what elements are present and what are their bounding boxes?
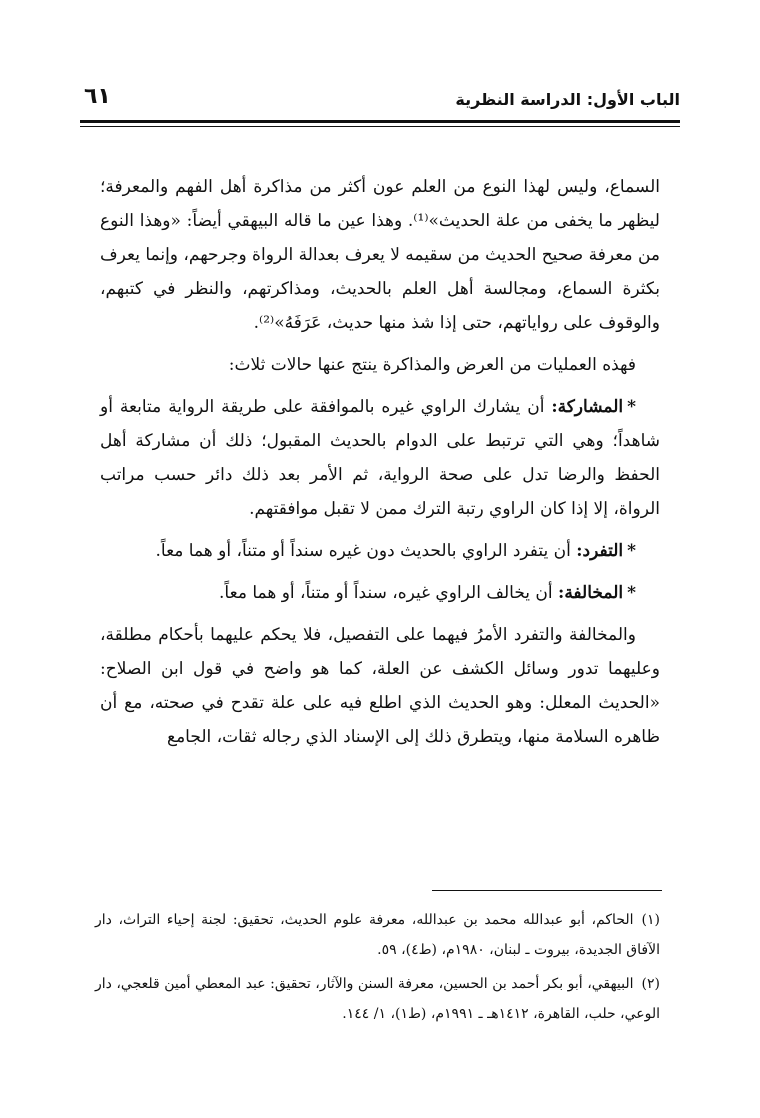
page-header <box>80 84 680 118</box>
paragraph-1: السماع، وليس لهذا النوع من العلم عون أكثر من مذاكرة أهل الفهم والمعرفة؛ ليظهر ما يخفى من علة الحديث»⁽¹⁾. وهذا عين ما قاله البيهقي أيضاً: «وهذا النوع من معرفة صحيح الحديث من سقيمه لا يعرف بعدالة الرواة وجرحهم، وإنما يعرف بكثرة السماع، ومجالسة أهل العلم بالحديث، ومذاكرتهم، والنظر في كتبهم، والوقوف على رواياتهم، حتى إذا شذ منها حديث، عَرَفَهُ»⁽²⁾. <box>100 177 660 333</box>
page-number: ٦١ <box>84 84 111 109</box>
footnote-1 <box>95 905 660 965</box>
bullet-contradiction <box>100 576 660 610</box>
main-text <box>100 170 660 762</box>
footnote-number: (٢) <box>641 976 660 992</box>
footnote-text: البيهقي، أبو بكر أحمد بن الحسين، معرفة السنن والآثار، تحقيق: عبد المعطي أمين قلعجي، دار الوعي، حلب، القاهرة، ١٤١٢هـ ـ ١٩٩١م، (ط١)، ١/ ١٤٤. <box>95 976 660 1022</box>
bullet-text: أن يتفرد الراوي بالحديث دون غيره سنداً أو متناً، أو هما معاً. <box>155 541 577 561</box>
bullet-text: أن يشارك الراوي غيره بالموافقة على طريقة الرواية متابعة أو شاهداً؛ وهي التي ترتبط على الدوام بالحديث المقبول؛ ذلك أن مشاركة أهل الحفظ والرضا تدل على صحة الرواية، ثم الأمر بعد ذلك دائر حسب مراتب الرواة، إلا إذا كان الراوي رتبة الترك ممن لا تقبل موافقتهم. <box>100 397 660 519</box>
running-head: الباب الأول: الدراسة النظرية <box>455 90 680 109</box>
header-rule-thin <box>80 126 680 127</box>
bullet-term: المخالفة: <box>558 583 624 603</box>
paragraph-3: والمخالفة والتفرد الأمرُ فيهما على التفصيل، فلا يحكم عليهما بأحكام مطلقة، وعليهما تدور وسائل الكشف عن العلة، كما هو واضح في قول ابن الصلاح: «الحديث المعلل: وهو الحديث الذي اطلع فيه على علة تقدح في صحته، مع أن ظاهره السلامة منها، ويتطرق ذلك إلى الإسناد الذي رجاله ثقات، الجامع <box>100 625 660 747</box>
bullet-participation <box>100 390 660 526</box>
footnote-2 <box>95 969 660 1029</box>
footnotes <box>95 905 660 1033</box>
footnote-number: (١) <box>641 912 660 928</box>
paragraph-2: فهذه العمليات من العرض والمذاكرة ينتج عنها حالات ثلاث: <box>228 355 636 375</box>
bullet-star-icon: * <box>627 583 636 603</box>
bullet-text: أن يخالف الراوي غيره، سنداً أو متناً، أو هما معاً. <box>219 583 559 603</box>
bullet-star-icon: * <box>627 541 636 561</box>
footnote-separator <box>432 890 662 891</box>
bullet-isolation <box>100 534 660 568</box>
footnote-text: الحاكم، أبو عبدالله محمد بن عبدالله، معرفة علوم الحديث، تحقيق: لجنة إحياء التراث، دار الآفاق الجديدة، بيروت ـ لبنان، ١٩٨٠م، (ط٤)، ٥٩. <box>95 912 660 958</box>
bullet-term: المشاركة: <box>551 397 624 417</box>
bullet-term: التفرد: <box>576 541 624 561</box>
bullet-star-icon: * <box>627 397 636 417</box>
header-rule-thick <box>80 120 680 123</box>
